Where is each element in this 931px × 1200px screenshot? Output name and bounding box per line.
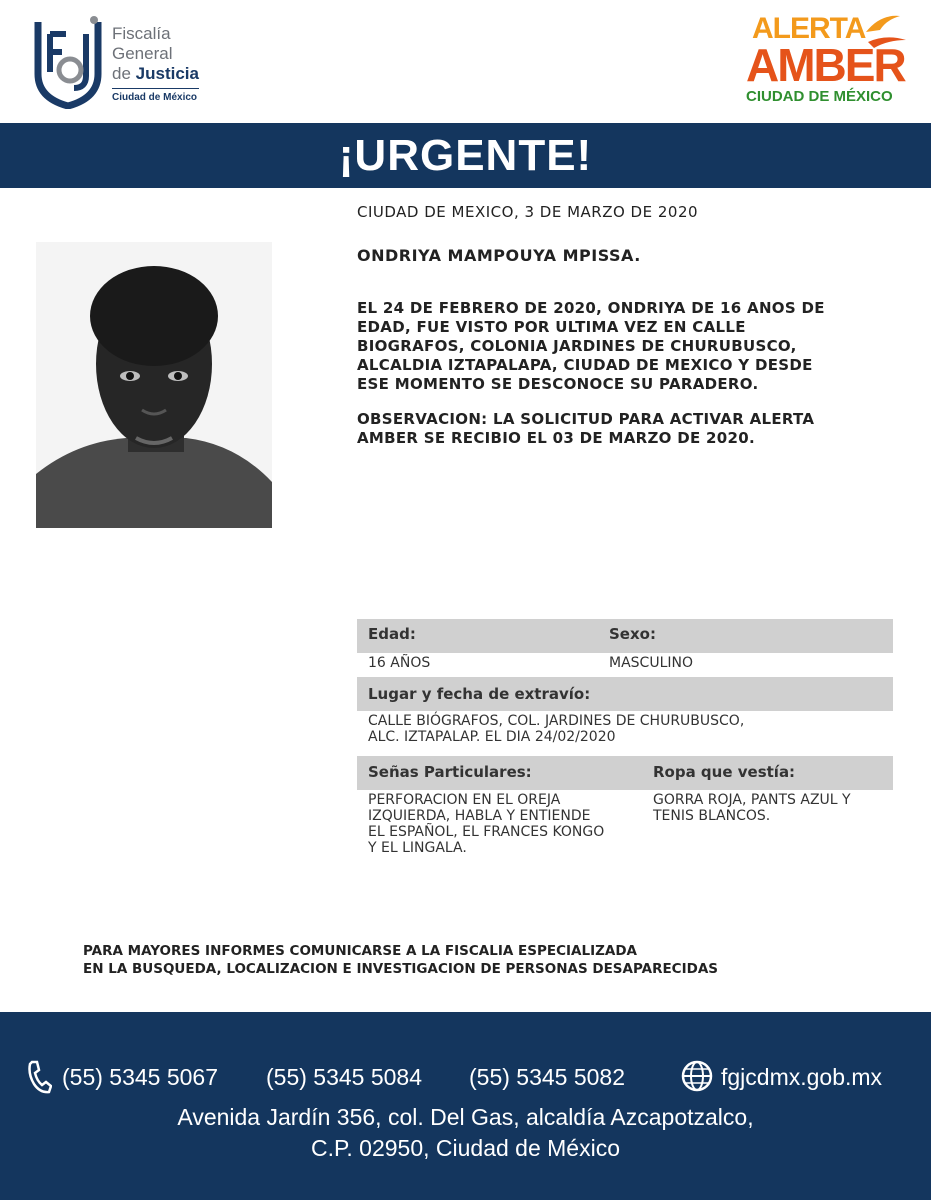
org-city: Ciudad de México xyxy=(112,88,199,104)
place-value-line: ALC. IZTAPALAP. EL DIA 24/02/2020 xyxy=(368,729,616,745)
amber-swoosh-icon xyxy=(862,12,907,62)
marks-value-line: Y EL LINGALA. xyxy=(368,840,467,856)
address xyxy=(0,1102,931,1164)
website-link[interactable]: fgjcdmx.gob.mx xyxy=(721,1064,883,1090)
footnote-line: PARA MAYORES INFORMES COMUNICARSE A LA FISCALIA ESPECIALIZADA xyxy=(83,943,637,959)
place-value-line: CALLE BIÓGRAFOS, COL. JARDINES DE CHURUBUSCO, xyxy=(368,713,745,729)
notice-paragraph-line: EL 24 DE FEBRERO DE 2020, ONDRIYA DE 16 ANOS DE xyxy=(357,299,825,317)
org-line1: Fiscalía xyxy=(112,24,171,43)
notice-paragraph-line: ESE MOMENTO SE DESCONOCE SU PARADERO. xyxy=(357,375,759,393)
place-label: Lugar y fecha de extravío: xyxy=(368,685,591,703)
address-line1: Avenida Jardín 356, col. Del Gas, alcaldía Azcapotzalco, xyxy=(177,1104,754,1130)
phone-link-3[interactable]: (55) 5345 5082 xyxy=(469,1064,626,1090)
missing-person-photo xyxy=(36,242,272,528)
phone-icon xyxy=(26,1060,52,1094)
amber-line3: CIUDAD DE MÉXICO xyxy=(746,88,893,105)
marks-label: Señas Particulares: xyxy=(368,763,532,781)
marks-value-line: IZQUIERDA, HABLA Y ENTIENDE xyxy=(368,808,591,824)
marks-value-line: PERFORACION EN EL OREJA xyxy=(368,792,561,808)
clothes-value-line: GORRA ROJA, PANTS AZUL Y xyxy=(653,792,851,808)
place-value xyxy=(368,713,744,745)
notice-observation xyxy=(357,410,887,448)
fgj-logo-icon xyxy=(34,14,109,109)
urgent-banner: ¡URGENTE! xyxy=(0,123,931,188)
clothes-value xyxy=(653,792,851,824)
alerta-amber-logo xyxy=(744,12,914,112)
contact-footnote xyxy=(83,942,718,978)
amber-line1: ALERTA xyxy=(752,12,866,45)
amber-line2: AMBER xyxy=(746,39,905,91)
org-line3-bold: Justicia xyxy=(135,64,199,83)
age-label: Edad: xyxy=(368,625,416,643)
sex-value: MASCULINO xyxy=(609,655,693,671)
marks-value-line: EL ESPAÑOL, EL FRANCES KONGO xyxy=(368,824,605,840)
notice-paragraph xyxy=(357,299,887,394)
notice-paragraph-line: EDAD, FUE VISTO POR ULTIMA VEZ EN CALLE xyxy=(357,318,746,336)
org-line3 xyxy=(112,64,199,84)
phone-link-1[interactable]: (55) 5345 5067 xyxy=(62,1064,219,1090)
clothes-value-line: TENIS BLANCOS. xyxy=(653,808,771,824)
notice-paragraph-line: BIOGRAFOS, COLONIA JARDINES DE CHURUBUSCO, xyxy=(357,337,797,355)
phone-link-2[interactable]: (55) 5345 5084 xyxy=(266,1064,423,1090)
address-line2: C.P. 02950, Ciudad de México xyxy=(311,1135,620,1161)
notice-paragraph-line: ALCALDIA IZTAPALAPA, CIUDAD DE MEXICO Y DESDE xyxy=(357,356,813,374)
missing-person-name: ONDRIYA MAMPOUYA MPISSA. xyxy=(357,246,641,265)
age-value: 16 AÑOS xyxy=(368,655,431,671)
org-line3-prefix: de xyxy=(112,64,131,83)
org-name xyxy=(112,24,199,104)
footnote-line: EN LA BUSQUEDA, LOCALIZACION E INVESTIGACION DE PERSONAS DESAPARECIDAS xyxy=(83,961,718,977)
sex-label: Sexo: xyxy=(609,625,656,643)
org-line2: General xyxy=(112,44,173,63)
notice-observation-line: OBSERVACION: LA SOLICITUD PARA ACTIVAR ALERTA xyxy=(357,410,815,428)
header xyxy=(0,0,931,123)
clothes-label: Ropa que vestía: xyxy=(653,763,796,781)
marks-value xyxy=(368,792,604,856)
notice-date: CIUDAD DE MEXICO, 3 DE MARZO DE 2020 xyxy=(357,203,699,221)
notice-observation-line: AMBER SE RECIBIO EL 03 DE MARZO DE 2020. xyxy=(357,429,755,447)
globe-icon xyxy=(681,1060,713,1092)
